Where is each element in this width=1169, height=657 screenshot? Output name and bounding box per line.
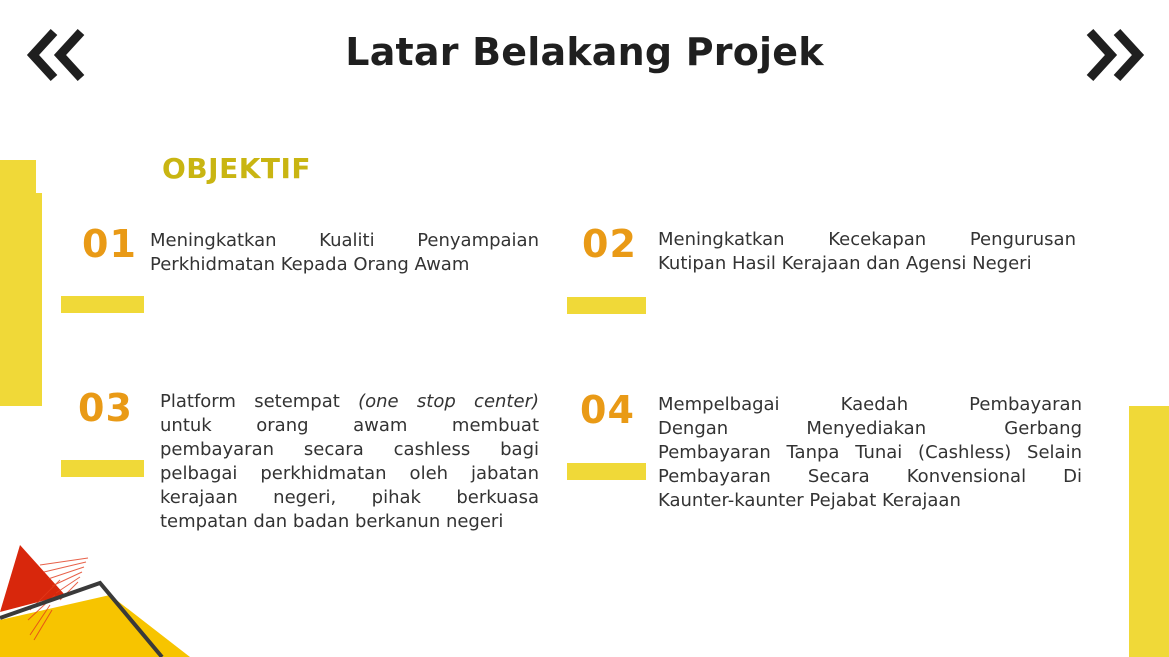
page-title: Latar Belakang Projek: [345, 30, 824, 74]
objective-01-line-2: Perkhidmatan Kepada Orang Awam: [150, 254, 470, 275]
objective-divider-02: [567, 297, 646, 314]
objective-04-line-4: Pembayaran Secara Konvensional Di: [658, 466, 1082, 487]
objective-text-03: [160, 390, 539, 534]
objective-text-02: [658, 228, 1076, 276]
objective-03-line-5: kerajaan negeri, pihak berkuasa: [160, 487, 539, 508]
double-chevron-right-icon: [1081, 26, 1147, 84]
objective-02-line-1: Meningkatkan Kecekapan Pengurusan: [658, 229, 1076, 250]
objective-03-line-1: [160, 390, 539, 414]
objective-03-line-1-text: Platform setempat: [160, 391, 359, 412]
objective-number-04: 04: [580, 388, 635, 432]
corner-decoration: [0, 540, 200, 657]
objective-04-line-5: Kaunter-kaunter Pejabat Kerajaan: [658, 490, 961, 511]
objective-01-line-1: Meningkatkan Kualiti Penyampaian: [150, 230, 539, 251]
triangle-decoration-icon: [0, 540, 200, 657]
objective-03-line-3: pembayaran secara cashless bagi: [160, 439, 539, 460]
right-accent-bar: [1129, 406, 1169, 657]
objective-04-line-3: Pembayaran Tanpa Tunai (Cashless) Selain: [658, 442, 1082, 463]
objective-number-02: 02: [582, 222, 637, 266]
objective-03-line-4: pelbagai perkhidmatan oleh jabatan: [160, 463, 539, 484]
objective-04-line-1: Mempelbagai Kaedah Pembayaran: [658, 394, 1082, 415]
objective-03-italic-note: (one stop center): [358, 391, 539, 412]
objective-divider-03: [61, 460, 144, 477]
objective-divider-04: [567, 463, 646, 480]
objective-02-line-2: Kutipan Hasil Kerajaan dan Agensi Negeri: [658, 253, 1032, 274]
objective-text-01: [150, 229, 539, 277]
objective-text-04: [658, 393, 1082, 513]
left-accent-bar: [0, 160, 42, 406]
objective-number-01: 01: [82, 222, 137, 266]
next-slide-button[interactable]: [1081, 26, 1147, 84]
objective-03-line-2: untuk orang awam membuat: [160, 415, 539, 436]
objective-03-line-6: tempatan dan badan berkanun negeri: [160, 511, 504, 532]
objective-divider-01: [61, 296, 144, 313]
objective-04-line-2: Dengan Menyediakan Gerbang: [658, 418, 1082, 439]
objective-number-03: 03: [78, 386, 133, 430]
objective-heading: OBJEKTIF: [162, 152, 312, 185]
